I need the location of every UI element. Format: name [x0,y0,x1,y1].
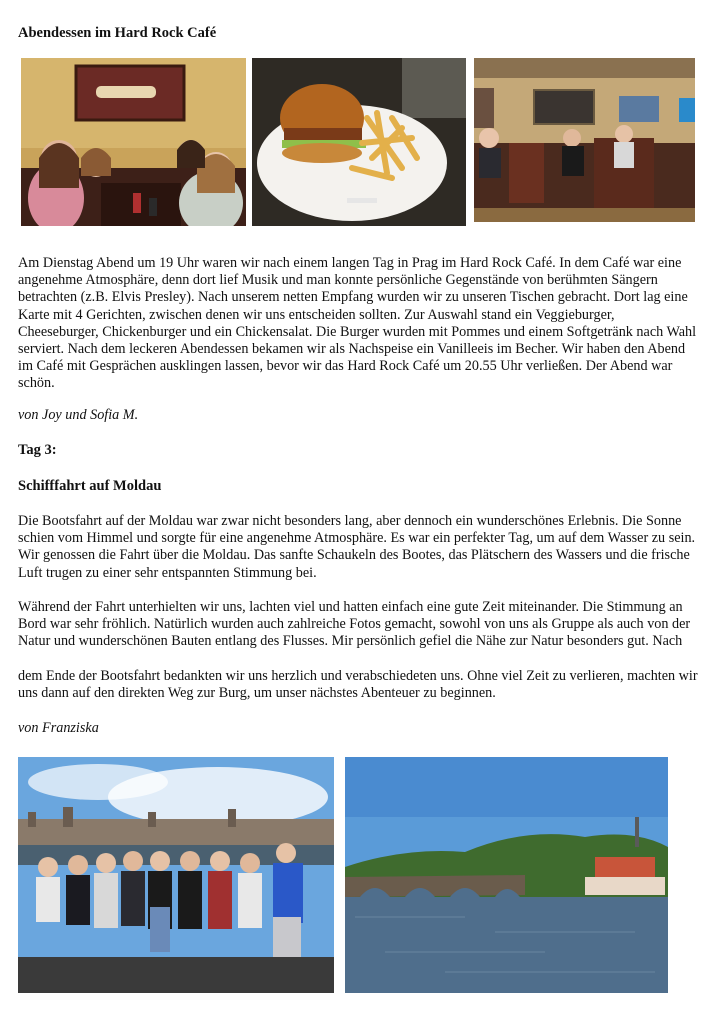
article-title-boat-trip: Schifffahrt auf Moldau [18,478,162,494]
day-heading: Tag 3: [18,442,57,458]
article-boat-paragraph-2a: Während der Fahrt unterhielten wir uns, lachten viel und hatten einfach eine gute Zeit miteinander. Die Stimmung an Bord war sehr fröhlich. Natürlich wurden auch zahlreiche Fotos gemacht, sowohl von uns als Gruppe als auch von der Natur und wunderschönen Bauten entlang des Flusses. Mir persönlich gefiel die Nähe zur Natur besonders gut. Nach [18,599,691,650]
photo-burger-plate [252,58,466,226]
photo-group-at-table [21,58,246,226]
article-hard-rock-paragraph: Am Dienstag Abend um 19 Uhr waren wir nach einem langen Tag in Prag im Hard Rock Café. In dem Café war eine angenehme Atmosphäre, denn dort lief Musik und man konnte persönliche Gegenstände von berühmten Sängern betrachten (z.B. Elvis Presley). Nach unserem netten Empfang wurden wir zu unseren Tischen gebracht. Dort lag eine Karte mit 4 Gerichten, zwischen denen wir uns entscheiden sollten. Zur Auswahl stand ein Veggieburger, Cheeseburger, Chickenburger und ein Chickensalat. Die Burger wurden mit Pommes und einem Softgetränk nach Wahl serviert. Nach dem leckeren Abendessen bekamen wir als Nachspeise ein Vanilleeis im Becher. Wir haben den Abend im Café mit Gesprächen ausklingen lassen, bevor wir das Hard Rock Café um 20.55 Uhr verließen. Der Abend war schön. [18,255,697,392]
photo-cafe-interior [474,58,695,222]
photo-group-on-boat [18,757,334,993]
article-title-hard-rock: Abendessen im Hard Rock Café [18,25,217,41]
photo-river-bridge [345,757,668,993]
article-boat-author: von Franziska [18,720,99,736]
article-hard-rock-author: von Joy und Sofia M. [18,407,139,423]
article-boat-paragraph-2b: dem Ende der Bootsfahrt bedankten wir uns herzlich und verabschiedeten uns. Ohne viel Zeit zu verlieren, machten wir uns dann auf den direkten Weg zur Burg, um unser nächstes Abenteuer zu beginnen. [18,668,698,702]
article-boat-paragraph-1: Die Bootsfahrt auf der Moldau war zwar nicht besonders lang, aber dennoch ein wunderschönes Erlebnis. Die Sonne schien vom Himmel und sorgte für eine angenehme Atmosphäre. Es war ein perfekter Tag, um auf dem Wasser zu sein. Wir genossen die Fahrt über die Moldau. Das sanfte Schaukeln des Bootes, das Plätschern des Wassers und die frische Luft trugen zu einer sehr entspannten Stimmung bei. [18,513,696,581]
